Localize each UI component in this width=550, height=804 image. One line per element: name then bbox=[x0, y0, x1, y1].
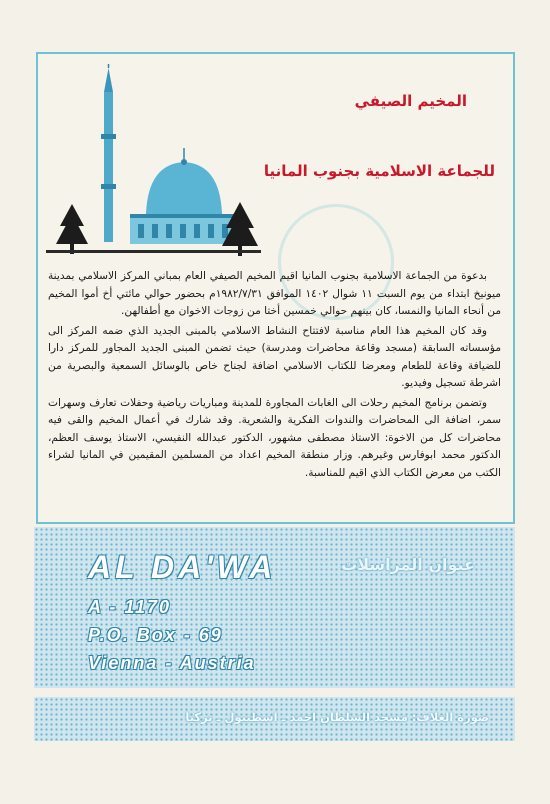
article-paragraph-3: وتضمن برنامج المخيم رحلات الى الغابات المجاورة للمدينة ومباريات رياضية وحفلات تعارف وسهرات سمر، اضافة الى المحاضرات والندوات الفكرية والشعرية. وقد شارك في أعمال المخيم والقى فيه محاضرات كل من الاخوة: الاستاذ مصطفى مشهور، الدكتور عبدالله النفيسي، الاستاذ يوسف العظم، الدكتور محمد ابوفارس وغيرهم. وزار منطقة المخيم اعداد من المسلمين المقيمين في المانيا لشراء الكتب من معرض الكتاب الذي اقيم للمناسبة. bbox=[48, 396, 501, 479]
article-paragraph-1: بدعوة من الجماعة الاسلامية بجنوب المانيا اقيم المخيم الصيفي العام بمباني المركز الاسلامي بمدينة ميونيخ ابتداء من يوم السبت ١١ شوال ١٤٠٢ الموافق ١٩٨٢/٧/٣١م بحضور حوالي مائتي أخ أموا المخيم من أنحاء المانيا والنمسا، كان بينهم حوالي خمسين أختا من زوجات الاخوان مع أطفالهن. bbox=[48, 270, 501, 317]
cover-caption: صورة الغلاف: مسجد السلطان احمد ـ اسطنبول ـ تركيا bbox=[185, 710, 489, 724]
article-box bbox=[36, 52, 515, 524]
article-title: المخيم الصيفي bbox=[354, 92, 467, 110]
cover-caption-band bbox=[34, 697, 515, 741]
contact-line-2: P.O. Box - 69 bbox=[88, 625, 223, 645]
article-subtitle: للجماعة الاسلامية بجنوب المانيا bbox=[263, 162, 495, 180]
mosque-illustration bbox=[46, 64, 261, 264]
contact-line-1: A - 1170 bbox=[88, 597, 172, 617]
contact-brand: AL DA'WA bbox=[88, 549, 277, 585]
contact-line-3: Vienna - Austria bbox=[88, 653, 256, 673]
contact-label: عنوان المراسلات bbox=[341, 555, 475, 574]
contact-address-box bbox=[34, 527, 515, 688]
article-body bbox=[48, 268, 501, 484]
article-paragraph-2: وقد كان المخيم هذا العام مناسبة لافتتاح النشاط الاسلامي بالمبنى الجديد الذي ضمه المركز الى مؤسساته السابقة (مسجد وقاعة محاضرات ومدرسة) حيث تضمن المبنى الجديد المجاور للمركز دارا للضيافة وقاعة للطعام ومعرضا للكتاب الاسلامي اضافة لجناح خاص بالوسائل السمعية والبصرية من اشرطة تسجيل وفيديو. bbox=[48, 324, 501, 389]
